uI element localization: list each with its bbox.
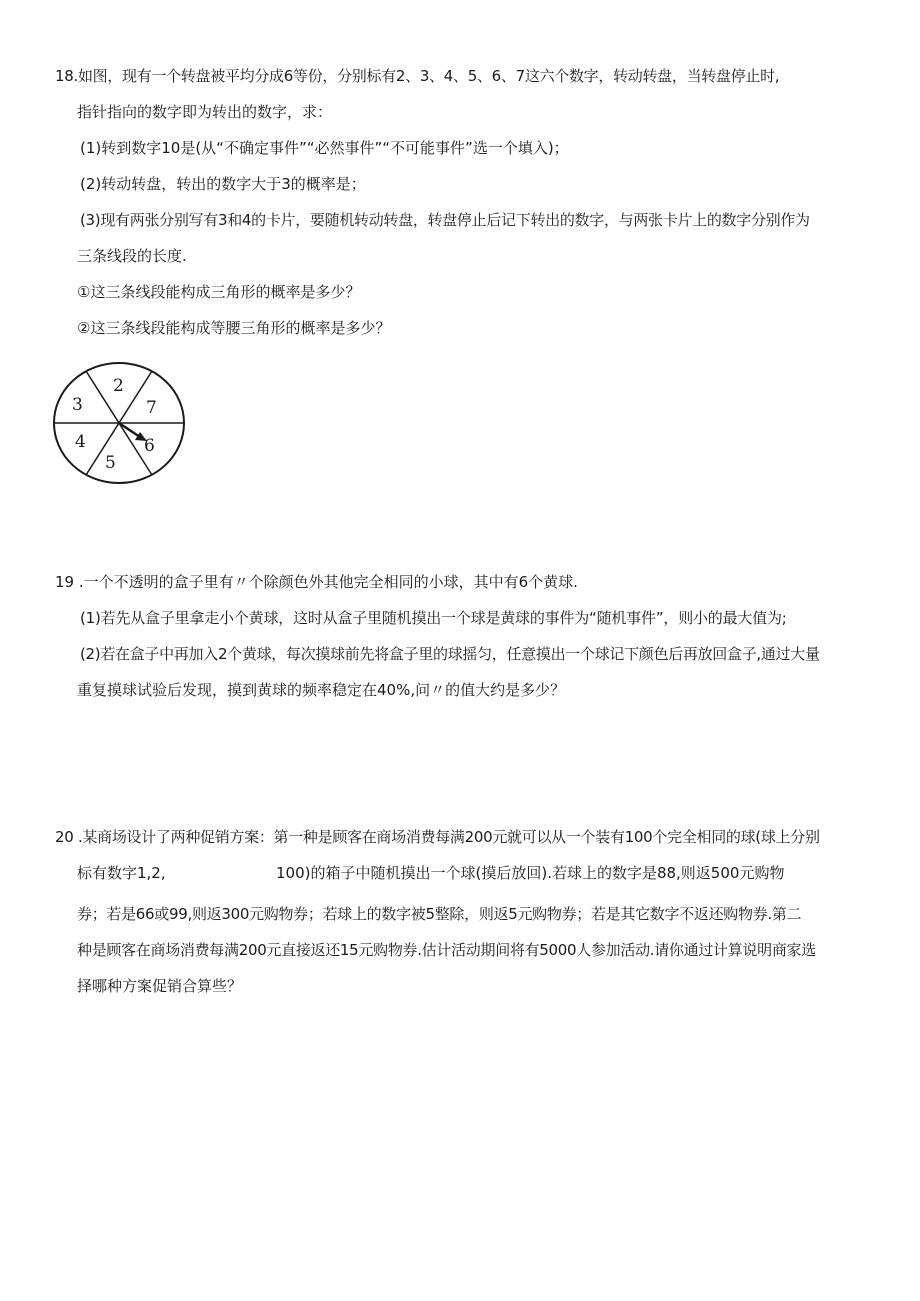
q18-part-1: (1)转到数字10是(从“不确定事件”“必然事件”“不可能事件”选一个填入)； xyxy=(80,139,569,157)
q20-line-4: 种是顾客在商场消费每满200元直接返还15元购物券.估计活动期间将有5000人参加活动.请你通过计算说明商家选 xyxy=(77,941,816,959)
q18-intro-cont: 指针指向的数字即为转出的数字，求： xyxy=(77,103,333,121)
q18-sub-1: ①这三条线段能构成三角形的概率是多少？ xyxy=(77,283,361,301)
q18-sub-2: ②这三条线段能构成等腰三角形的概率是多少？ xyxy=(77,319,391,337)
q19-part-2-cont: 重复摸球试验后发现，摸到黄球的频率稳定在40%,问〃的值大约是多少？ xyxy=(77,681,566,699)
q18-part-2: (2)转动转盘，转出的数字大于3的概率是； xyxy=(80,175,366,193)
q19-part-1: (1)若先从盒子里拿走小个黄球，这时从盒子里随机摸出一个球是黄球的事件为“随机事件”，则小的最大值为; xyxy=(80,609,787,627)
q18-intro: 18.如图，现有一个转盘被平均分成6等份，分别标有2、3、4、5、6、7这六个数字，转动转盘，当转盘停止时, xyxy=(55,67,780,85)
spinner-number: 3 xyxy=(72,395,83,415)
spinner-diagram xyxy=(52,360,188,486)
q18-part-3-cont: 三条线段的长度. xyxy=(77,247,187,265)
q20-line-2b: 100)的箱子中随机摸出一个球(摸后放回).若球上的数字是88,则返500元购物 xyxy=(276,864,785,882)
q20-line-1: 20 .某商场设计了两种促销方案：第一种是顾客在商场消费每满200元就可以从一个装有100个完全相同的球(球上分别 xyxy=(55,828,820,846)
spinner-number: 4 xyxy=(75,432,86,452)
spinner-number: 7 xyxy=(146,398,157,418)
q20-line-5: 择哪种方案促销合算些？ xyxy=(77,977,243,995)
spinner-number: 2 xyxy=(113,376,124,396)
spinner-pointer xyxy=(119,423,140,437)
q19-intro: 19 .一个不透明的盒子里有〃个除颜色外其他完全相同的小球，其中有6个黄球. xyxy=(55,573,578,591)
q20-line-3: 券；若是66或99,则返300元购物券；若球上的数字被5整除，则返5元购物券；若是其它数字不返还购物券.第二 xyxy=(77,905,802,923)
spinner-number: 6 xyxy=(144,436,155,456)
spinner-number: 5 xyxy=(105,453,116,473)
q19-part-2: (2)若在盒子中再加入2个黄球，每次摸球前先将盒子里的球摇匀，任意摸出一个球记下颜色后再放回盒子,通过大量 xyxy=(80,645,820,663)
q18-part-3: (3)现有两张分别写有3和4的卡片，要随机转动转盘，转盘停止后记下转出的数字，与两张卡片上的数字分别作为 xyxy=(80,211,810,229)
q20-line-2a: 标有数字1,2, xyxy=(77,864,166,882)
